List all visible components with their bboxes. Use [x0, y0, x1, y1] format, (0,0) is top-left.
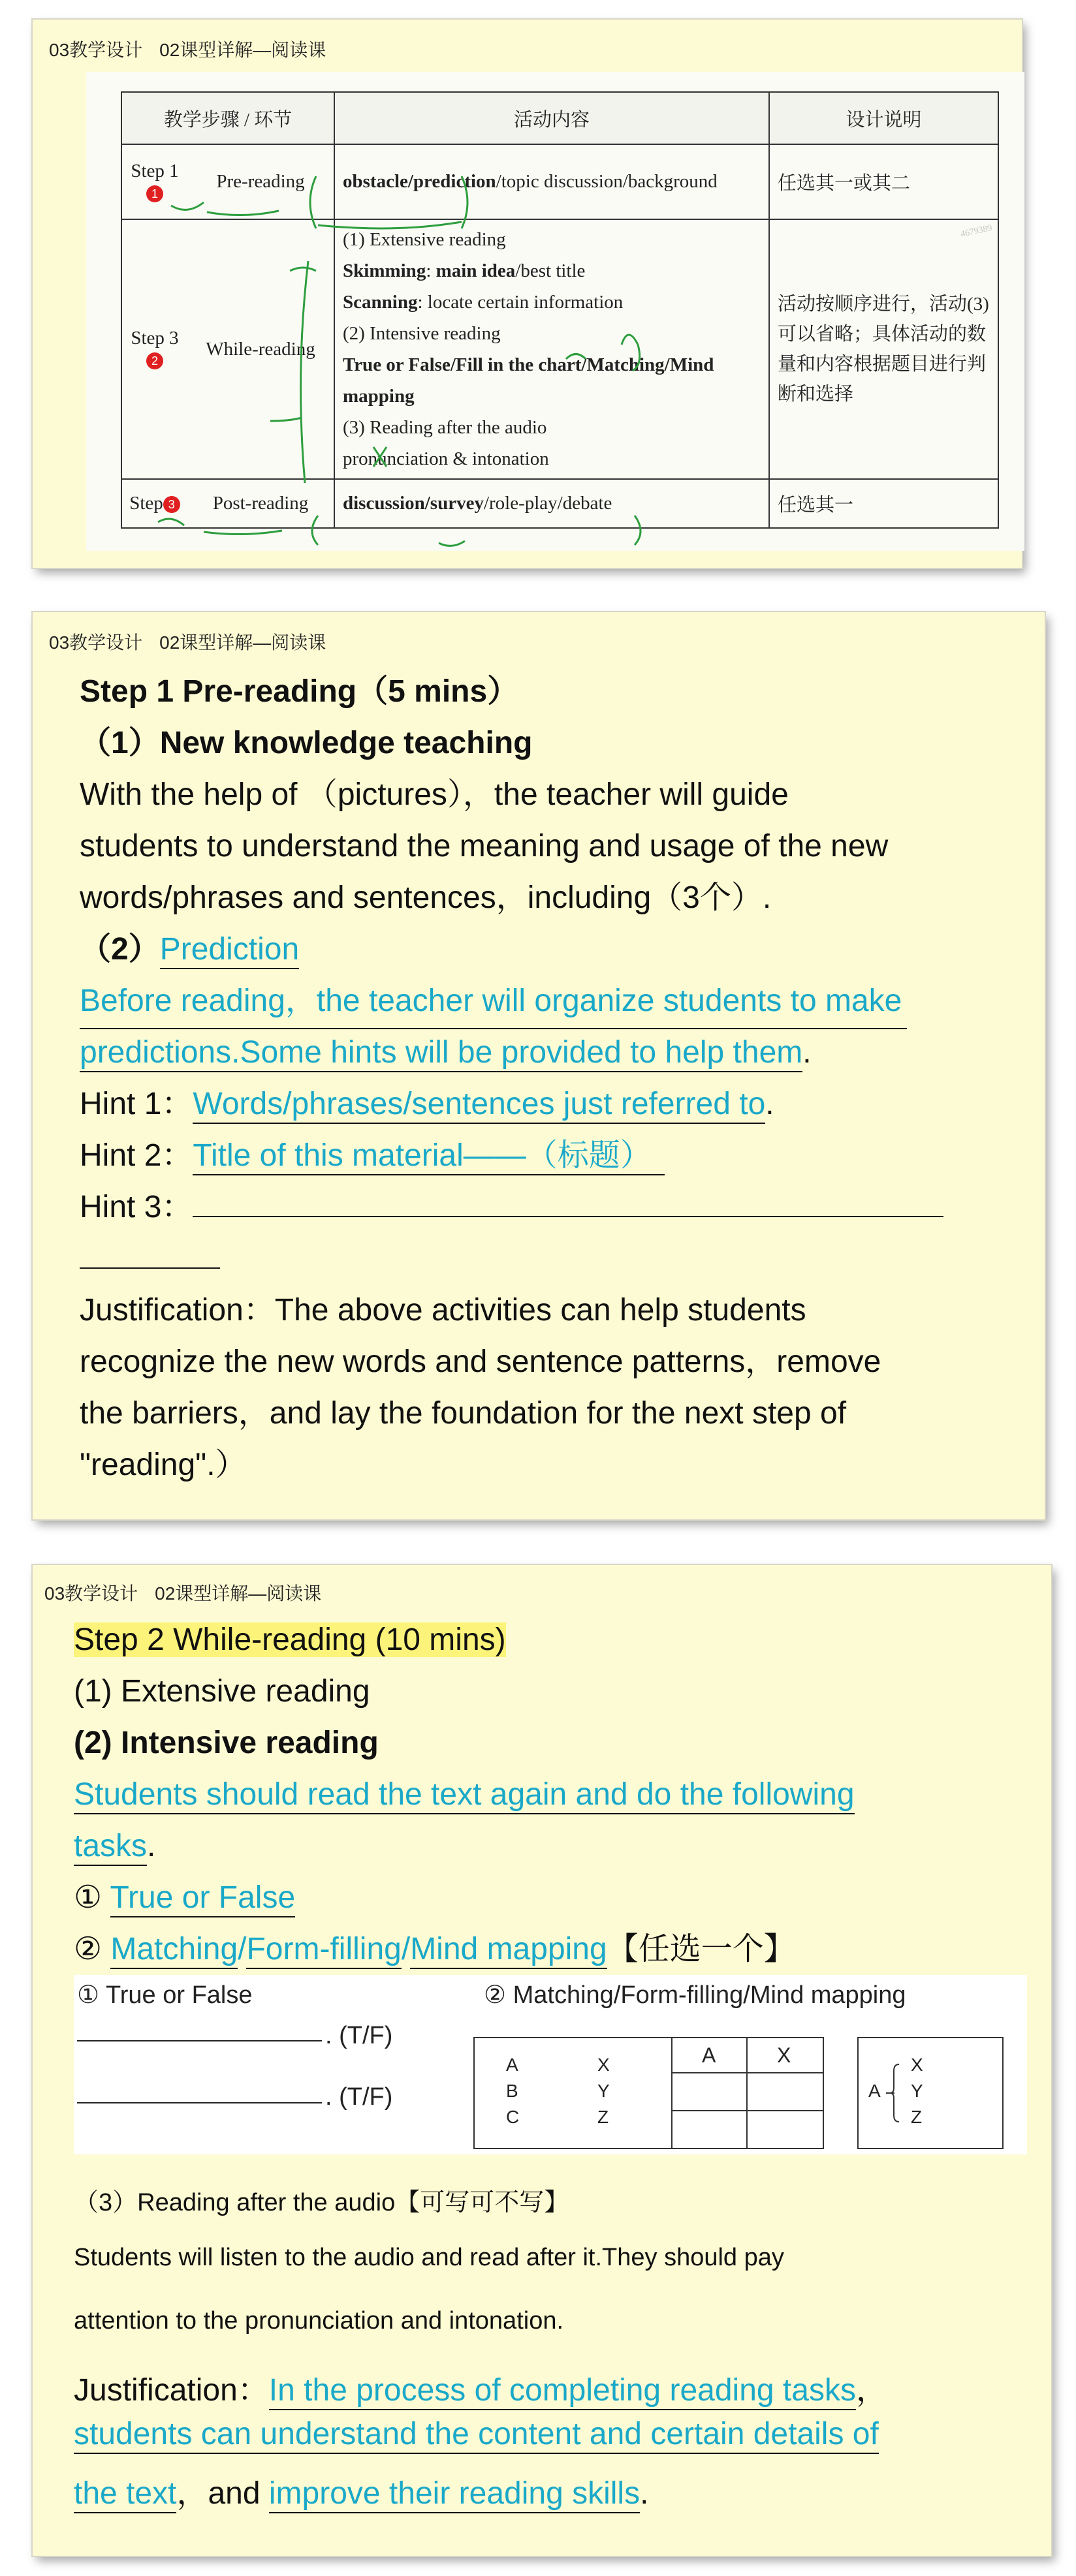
separator: / — [238, 1932, 247, 1966]
slide-1 — [33, 20, 1022, 568]
hint-label: Hint 3： — [80, 1190, 193, 1224]
table-head: X — [777, 2043, 791, 2067]
prediction-label: Prediction — [160, 932, 299, 969]
justification-line: "reading".） — [80, 1448, 247, 1482]
justification-text: improve their reading skills — [269, 2476, 640, 2513]
table-divider — [672, 2110, 823, 2111]
step-title: Step 1 Pre-reading（5 mins） — [80, 674, 519, 709]
breadcrumb — [49, 36, 326, 62]
step-badge: 3 — [163, 496, 180, 513]
punctuation: . — [640, 2476, 649, 2511]
subheading-new-knowledge: （1）New knowledge teaching — [80, 726, 533, 760]
tf-label-2: . (T/F) — [325, 2083, 393, 2111]
activity-line: (3) Reading after the audio — [343, 417, 547, 438]
task-text: Students should read the text again and do the following — [74, 1777, 855, 1814]
task-label: Form-filling — [246, 1932, 401, 1969]
activity-bold: True or False/Fill in the chart/Matching/Mind — [343, 354, 714, 375]
task-label: Mind mapping — [410, 1932, 607, 1969]
intensive-reading: (2) Intensive reading — [74, 1726, 379, 1760]
circled-number: ① — [74, 1880, 103, 1915]
step-cell — [121, 219, 334, 479]
activity-rest: /best title — [515, 260, 586, 281]
breadcrumb-sub: 02课型详解—阅读课 — [159, 632, 326, 653]
paragraph-line: attention to the pronunciation and intonation. — [74, 2307, 564, 2335]
hint-1 — [80, 1078, 774, 1130]
justification-line: Justification：The above activities can help students — [80, 1293, 806, 1327]
step-title — [74, 1614, 506, 1666]
header-activity: 活动内容 — [334, 92, 769, 144]
fig-left-title: ① True or False — [77, 1981, 253, 2009]
paragraph-line — [74, 1769, 855, 1820]
circled-number: ② — [74, 1932, 103, 1966]
subheading-prediction — [80, 923, 299, 975]
choose-one-note: 【任选一个】 — [607, 1931, 795, 1967]
justification-line — [74, 2365, 887, 2410]
activity-line: (1) Extensive reading — [343, 229, 506, 250]
activity-bold: obstacle/prediction — [343, 171, 496, 192]
mind-map-brace — [859, 2038, 1002, 2148]
match-right-item: X — [597, 2055, 610, 2075]
match-right-item: Y — [597, 2081, 610, 2101]
activity-line: pronunciation & intonation — [343, 448, 549, 469]
hint-label: Hint 1： — [80, 1087, 193, 1121]
step-label: Step 1 — [131, 160, 179, 181]
table-image — [86, 72, 1024, 551]
task-text: tasks — [74, 1829, 147, 1866]
note-text: 活动按顺序进行，活动(3)可以省略；具体活动的数量和内容根据题目进行判断和选择 — [778, 294, 989, 405]
mind-leaf: Y — [911, 2081, 923, 2101]
match-right-item: Z — [597, 2107, 609, 2127]
mind-root: A — [868, 2081, 881, 2101]
note-cell: 任选其一 — [769, 479, 998, 528]
header-steps: 教学步骤 / 环节 — [121, 92, 334, 144]
activity-cell — [334, 219, 769, 479]
breadcrumb-section: 03教学设计 — [49, 632, 143, 653]
activity-line — [343, 287, 761, 318]
activity-bold: mapping — [343, 386, 415, 407]
breadcrumb-section: 03教学设计 — [49, 40, 143, 60]
paragraph-line — [80, 1027, 812, 1078]
phase-label: Post-reading — [212, 493, 309, 514]
note-cell — [769, 219, 998, 479]
hint-3-blank-continued[interactable] — [80, 1267, 220, 1269]
table-divider — [746, 2038, 748, 2148]
breadcrumb-section: 03教学设计 — [44, 1583, 138, 1604]
match-left-item: B — [506, 2081, 518, 2101]
activity-cell — [334, 144, 769, 219]
header-notes: 设计说明 — [769, 92, 998, 144]
step-cell — [121, 479, 334, 528]
hint-label: Hint 2： — [80, 1138, 193, 1173]
extensive-reading: (1) Extensive reading — [74, 1674, 370, 1709]
task-matching — [74, 1923, 795, 1975]
punctuation: ， — [855, 2373, 887, 2408]
prediction-text: Before reading，the teacher will organize students to make — [80, 975, 907, 1029]
activity-line — [343, 349, 761, 380]
table-header-row — [121, 92, 998, 144]
hint-text: Words/phrases/sentences just referred to — [193, 1087, 765, 1124]
paragraph-line: students to understand the meaning and usage of the new — [80, 829, 889, 863]
table-row — [121, 479, 998, 528]
hint-2 — [80, 1130, 665, 1181]
step-badge: 1 — [146, 185, 163, 202]
phase-label: Pre-reading — [216, 171, 305, 192]
activity-rest: /role-play/debate — [483, 493, 612, 514]
fig-right-title: ② Matching/Form-filling/Mind mapping — [484, 1981, 906, 2009]
separator: / — [401, 1932, 411, 1966]
table-divider — [672, 2072, 823, 2073]
breadcrumb — [44, 1579, 321, 1606]
step-label: Step — [129, 493, 163, 514]
justification-text: In the process of completing reading tasks — [269, 2373, 856, 2410]
match-left-item: C — [506, 2107, 520, 2127]
breadcrumb — [49, 628, 326, 655]
hint-3-blank[interactable] — [193, 1183, 943, 1217]
tf-label-1: . (T/F) — [325, 2022, 393, 2049]
activity-rest: /topic discussion/background — [496, 171, 718, 192]
form-filling-table — [671, 2037, 824, 2149]
paragraph-line — [80, 975, 907, 1029]
phase-label: While-reading — [206, 338, 315, 360]
mind-leaf: Z — [911, 2107, 923, 2127]
tf-blank-1[interactable] — [77, 2040, 322, 2041]
step-cell — [121, 144, 334, 219]
breadcrumb-sub: 02课型详解—阅读课 — [155, 1583, 322, 1604]
activity-bold: Skimming — [343, 260, 426, 281]
tf-blank-2[interactable] — [77, 2102, 322, 2103]
task-label: Matching — [110, 1932, 238, 1969]
activity-line — [343, 255, 761, 287]
justification-text: students can understand the content and certain details of — [74, 2417, 879, 2454]
watermark: 4679389 — [959, 223, 993, 240]
activity-rest: : locate certain information — [417, 292, 624, 313]
activity-cell — [334, 479, 769, 528]
table-head: A — [702, 2043, 716, 2067]
step-label: Step 3 — [131, 328, 179, 349]
activity-line: (2) Intensive reading — [343, 323, 501, 344]
paragraph-line — [74, 1820, 155, 1872]
mind-map-box — [857, 2037, 1004, 2149]
paragraph-line: Students will listen to the audio and read after it.They should pay — [74, 2244, 784, 2271]
hint-3 — [80, 1181, 943, 1233]
justification-text: the text — [74, 2476, 176, 2513]
connector-text: ，and — [176, 2476, 269, 2511]
reading-after-audio: （3）Reading after the audio【可写可不写】 — [74, 2189, 569, 2216]
slide-2 — [33, 612, 1045, 1519]
justification-line — [74, 2468, 648, 2513]
matching-box — [473, 2037, 685, 2149]
mind-leaf: X — [911, 2055, 923, 2075]
hint-text: Title of this material——（标题） — [193, 1138, 664, 1175]
activity-bold: Scanning — [343, 292, 418, 313]
lesson-steps-table — [121, 91, 999, 529]
activity-bold: main idea — [435, 260, 516, 281]
activity-rest: : — [426, 260, 436, 281]
paragraph-line: With the help of （pictures），the teacher will guide — [80, 777, 789, 812]
task-true-false — [74, 1872, 295, 1923]
prediction-text: predictions.Some hints will be provided to help them — [80, 1035, 802, 1072]
match-left-item: A — [506, 2055, 518, 2075]
justification-label: Justification： — [74, 2373, 269, 2408]
step-title-text: Step 2 While-reading (10 mins) — [74, 1622, 506, 1657]
note-cell: 任选其一或其二 — [769, 144, 998, 219]
paragraph-line: words/phrases and sentences，including（3个）. — [80, 880, 772, 915]
step-badge: 2 — [146, 352, 163, 369]
punctuation: . — [147, 1829, 156, 1863]
task-label: True or False — [110, 1880, 296, 1917]
justification-line — [74, 2416, 879, 2452]
subheading-number: （2） — [80, 932, 160, 967]
justification-line: recognize the new words and sentence patterns，remove — [80, 1344, 881, 1379]
justification-line: the barriers，and lay the foundation for the next step of — [80, 1396, 847, 1431]
breadcrumb-sub: 02课型详解—阅读课 — [159, 40, 326, 60]
slide-3 — [33, 1565, 1051, 2556]
table-row — [121, 219, 998, 479]
punctuation: . — [765, 1087, 774, 1121]
table-row — [121, 144, 998, 219]
punctuation: . — [802, 1035, 812, 1070]
task-format-figure — [74, 1975, 1027, 2154]
activity-bold: discussion/survey — [343, 493, 484, 514]
activity-line — [343, 380, 761, 412]
